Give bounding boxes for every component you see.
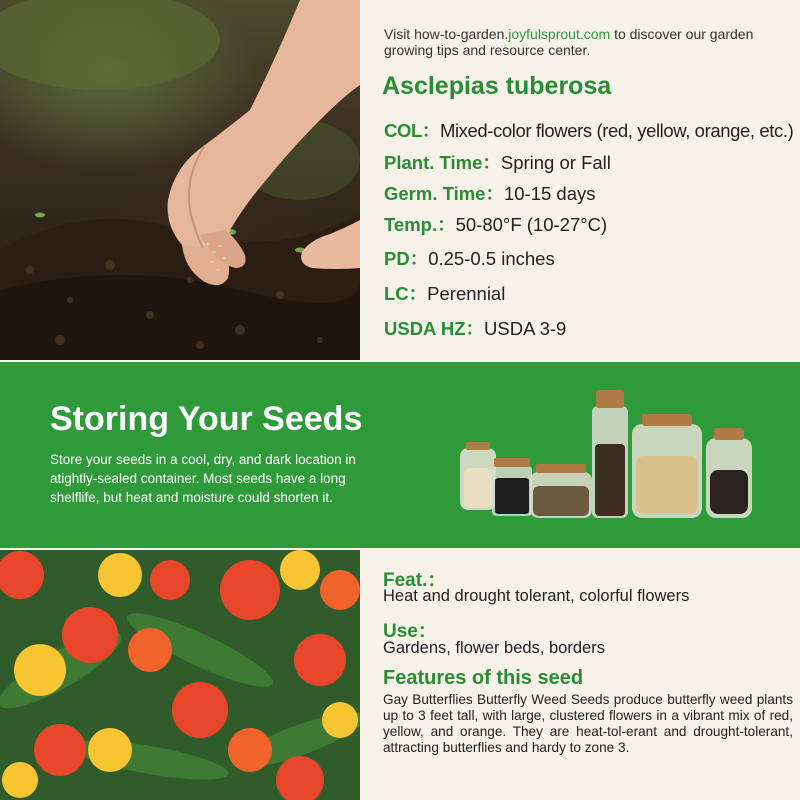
spec-label: Plant. Time： bbox=[384, 152, 501, 173]
spec-value: USDA 3-9 bbox=[484, 318, 567, 339]
hands-sowing-seeds-photo bbox=[0, 0, 360, 360]
spec-value: 10-15 days bbox=[503, 183, 596, 204]
spec-hardiness-zone bbox=[384, 315, 566, 341]
seed-jars-image bbox=[452, 386, 762, 526]
spec-value: Mixed-color flowers (red, yellow, orange, etc.) bbox=[439, 120, 794, 141]
plant-name-heading: Asclepias tuberosa bbox=[382, 72, 612, 100]
spec-label: COL： bbox=[384, 120, 440, 141]
spec-label: LC： bbox=[384, 283, 428, 304]
spec-label: USDA HZ： bbox=[384, 318, 485, 339]
spec-value: Perennial bbox=[427, 283, 506, 304]
website-link[interactable]: joyfulsprout.com bbox=[508, 26, 611, 42]
spec-value: 0.25-0.5 inches bbox=[428, 248, 555, 269]
use-label: Use： bbox=[383, 621, 437, 642]
spec-planting-time bbox=[384, 149, 611, 175]
feat-value: Heat and drought tolerant, colorful flowers bbox=[383, 587, 690, 605]
hands-soil-illustration bbox=[0, 0, 360, 360]
use-value: Gardens, flower beds, borders bbox=[383, 639, 605, 657]
spec-life-cycle bbox=[384, 280, 505, 306]
visit-prefix: Visit how-to-garden. bbox=[384, 26, 509, 42]
storing-seeds-banner bbox=[0, 362, 800, 548]
storing-title: Storing Your Seeds bbox=[50, 400, 363, 438]
top-section bbox=[0, 0, 800, 360]
storing-description: Store your seeds in a cool, dry, and dark location in atightly-sealed container. Most seeds have a long shelflife, but heat and moisture could shorten it. bbox=[50, 452, 356, 505]
features-of-seed-heading: Features of this seed bbox=[383, 667, 584, 689]
spec-value: 50-80°F (10-27°C) bbox=[455, 214, 608, 235]
seed-description: Gay Butterflies Butterfly Weed Seeds produce butterfly weed plants up to 3 feet tall, with large, clustered flowers in a vibrant mix of red, yellow, and orange. They are heat-tol-erant and drought-tolerant, attracting butterflies and hardy to zone 3. bbox=[383, 692, 793, 755]
spec-germination-time bbox=[384, 180, 596, 206]
spec-value: Spring or Fall bbox=[500, 152, 611, 173]
feat-label: Feat.： bbox=[383, 570, 447, 591]
spec-planting-depth bbox=[384, 245, 555, 271]
spec-label: Temp.： bbox=[384, 214, 456, 235]
spec-temperature bbox=[384, 211, 607, 237]
plant-info-panel bbox=[360, 0, 800, 360]
seed-features-panel bbox=[360, 550, 800, 800]
spec-label: PD： bbox=[384, 248, 429, 269]
flowers-illustration bbox=[0, 550, 360, 800]
butterfly-weed-flowers-photo bbox=[0, 550, 360, 800]
spec-label: Germ. Time： bbox=[384, 183, 504, 204]
visit-suffix: to discover our garden growing tips and resource center. bbox=[384, 26, 754, 58]
spec-color bbox=[384, 117, 793, 143]
visit-website-text bbox=[384, 26, 784, 58]
